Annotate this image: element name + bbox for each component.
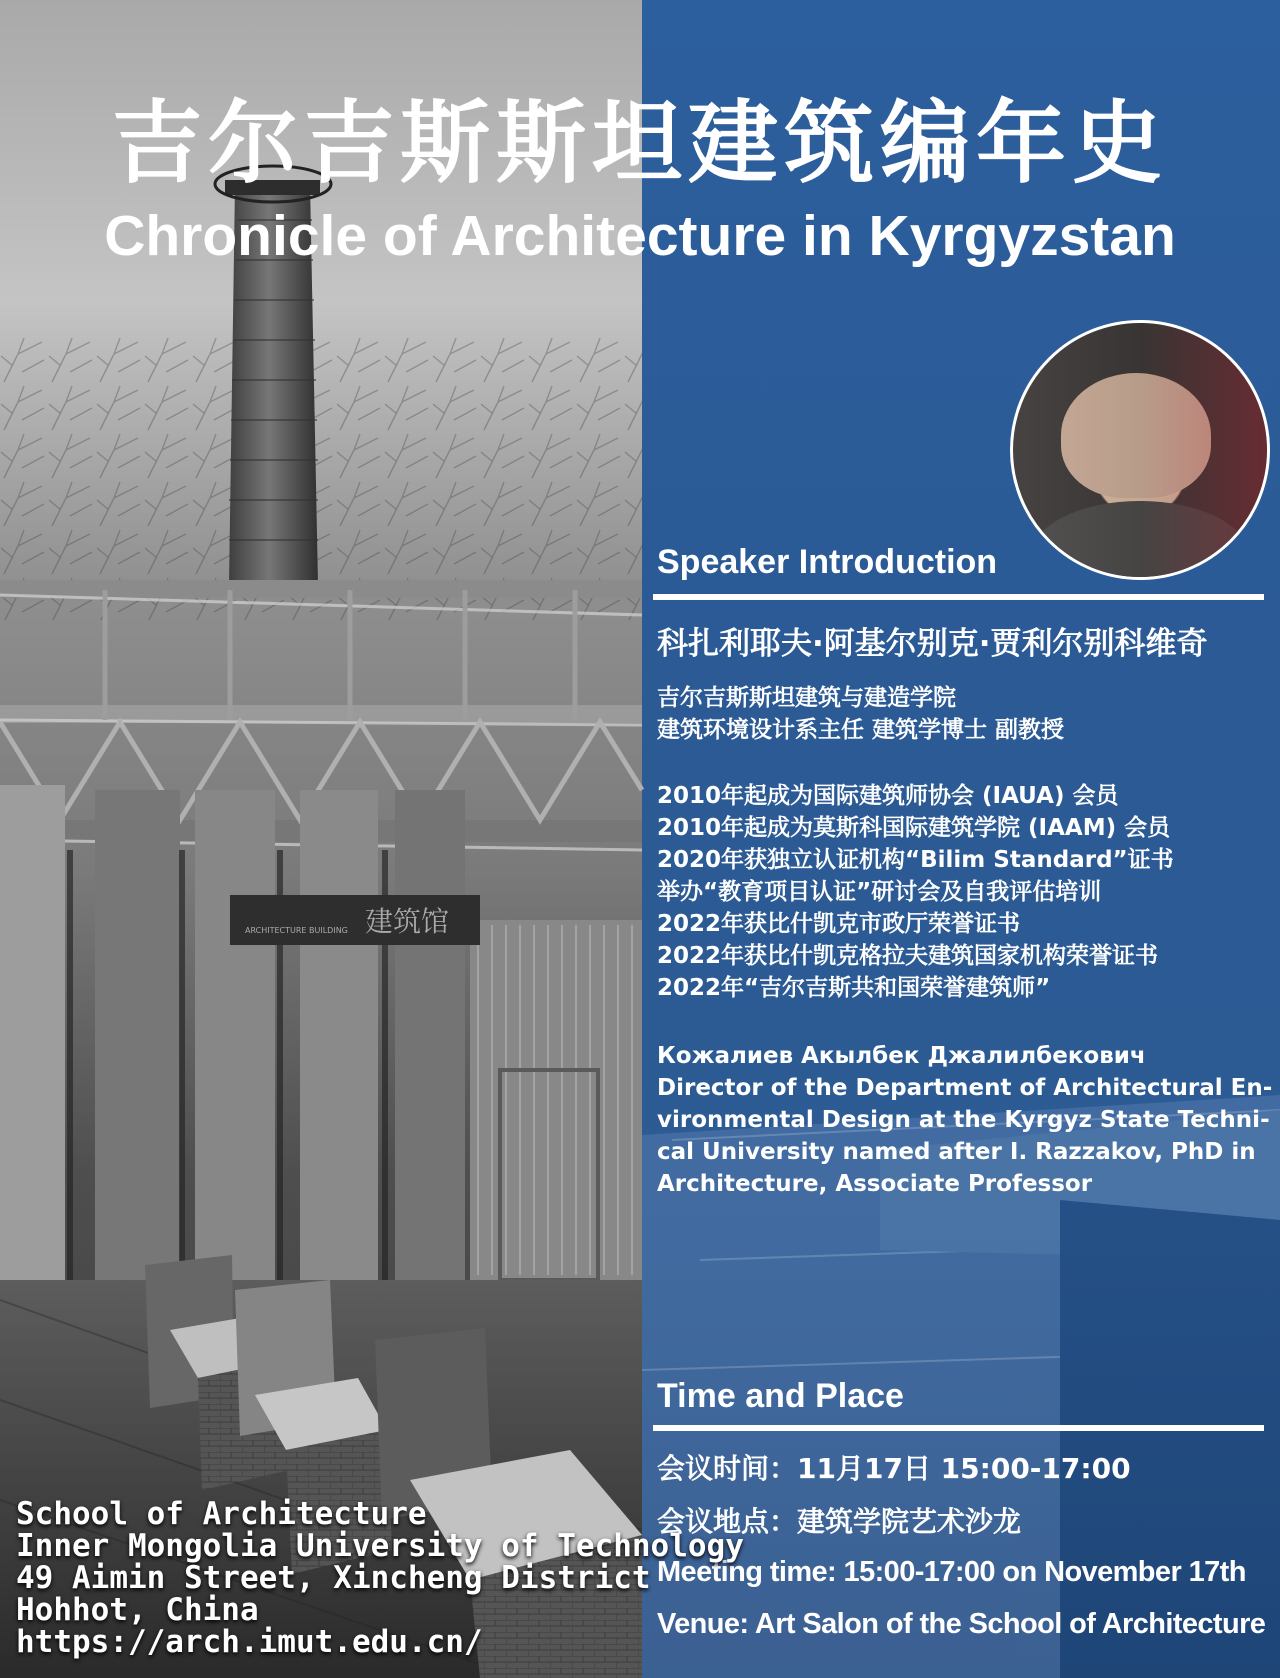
school-name: School of Architecture bbox=[16, 1496, 427, 1532]
meeting-time-english: Meeting time: 15:00-17:00 on November 17th bbox=[657, 1556, 1246, 1588]
speaker-achievements bbox=[657, 780, 1174, 1004]
bare-trees-texture bbox=[0, 335, 642, 620]
venue-english: Venue: Art Salon of the School of Architecture bbox=[657, 1608, 1266, 1640]
portrait-background-tint bbox=[1013, 323, 1267, 577]
achievement-item: 举办“教育项目认证”研讨会及自我评估培训 bbox=[657, 879, 1102, 905]
speaker-portrait bbox=[1010, 320, 1270, 580]
english-bio-line: vironmental Design at the Kyrgyz State Techni- bbox=[657, 1107, 1270, 1133]
time-and-place-heading: Time and Place bbox=[657, 1377, 904, 1415]
achievement-item: 2010年起成为国际建筑师协会 (IAUA) 会员 bbox=[657, 783, 1119, 809]
corrugated-wall bbox=[470, 920, 642, 1280]
achievement-item: 2020年获独立认证机构“Bilim Standard”证书 bbox=[657, 847, 1174, 873]
affiliation-line: 建筑环境设计系主任 建筑学博士 副教授 bbox=[657, 717, 1065, 743]
achievement-item: 2022年获比什凯克格拉夫建筑国家机构荣誉证书 bbox=[657, 943, 1159, 969]
building-sign-chinese: 建筑馆 bbox=[365, 905, 450, 938]
speaker-affiliation bbox=[657, 682, 1064, 746]
speaker-chinese-name: 科扎利耶夫·阿基尔别克·贾利尔别科维奇 bbox=[657, 626, 1208, 662]
meeting-time-chinese: 会议时间：11月17日 15:00-17:00 bbox=[657, 1452, 1131, 1485]
building-sign-english: ARCHITECTURE BUILDING bbox=[245, 926, 348, 935]
speaker-section-divider bbox=[653, 594, 1264, 600]
time-place-section-divider bbox=[653, 1425, 1264, 1431]
english-bio-line: Director of the Department of Architectural En- bbox=[657, 1075, 1273, 1101]
speaker-introduction-heading: Speaker Introduction bbox=[657, 543, 998, 581]
school-address-footer bbox=[16, 1498, 744, 1658]
english-bio-line: Architecture, Associate Professor bbox=[657, 1171, 1093, 1197]
chinese-title: 吉尔吉斯斯坦建筑编年史 bbox=[112, 91, 1168, 196]
affiliation-line: 吉尔吉斯斯坦建筑与建造学院 bbox=[657, 685, 956, 711]
achievement-item: 2010年起成为莫斯科国际建筑学院 (IAAM) 会员 bbox=[657, 815, 1171, 841]
achievement-item: 2022年“吉尔吉斯共和国荣誉建筑师” bbox=[657, 975, 1051, 1001]
university-name: Inner Mongolia University of Technology bbox=[16, 1528, 744, 1564]
speaker-english-introduction bbox=[657, 1040, 1272, 1200]
achievement-item: 2022年获比什凯克市政厅荣誉证书 bbox=[657, 911, 1021, 937]
meeting-place-chinese: 会议地点：建筑学院艺术沙龙 bbox=[657, 1505, 1022, 1538]
concrete-columns bbox=[0, 785, 480, 1330]
city-country: Hohhot, China bbox=[16, 1592, 259, 1628]
street-address: 49 Aimin Street, Xincheng District bbox=[16, 1560, 651, 1596]
website-link[interactable]: https://arch.imut.edu.cn/ bbox=[16, 1624, 483, 1660]
speaker-russian-name: Кожалиев Акылбек Джалилбекович bbox=[657, 1043, 1146, 1069]
english-title: Chronicle of Architecture in Kyrgyzstan bbox=[104, 204, 1176, 268]
english-bio-line: cal University named after I. Razzakov, PhD in bbox=[657, 1139, 1256, 1165]
